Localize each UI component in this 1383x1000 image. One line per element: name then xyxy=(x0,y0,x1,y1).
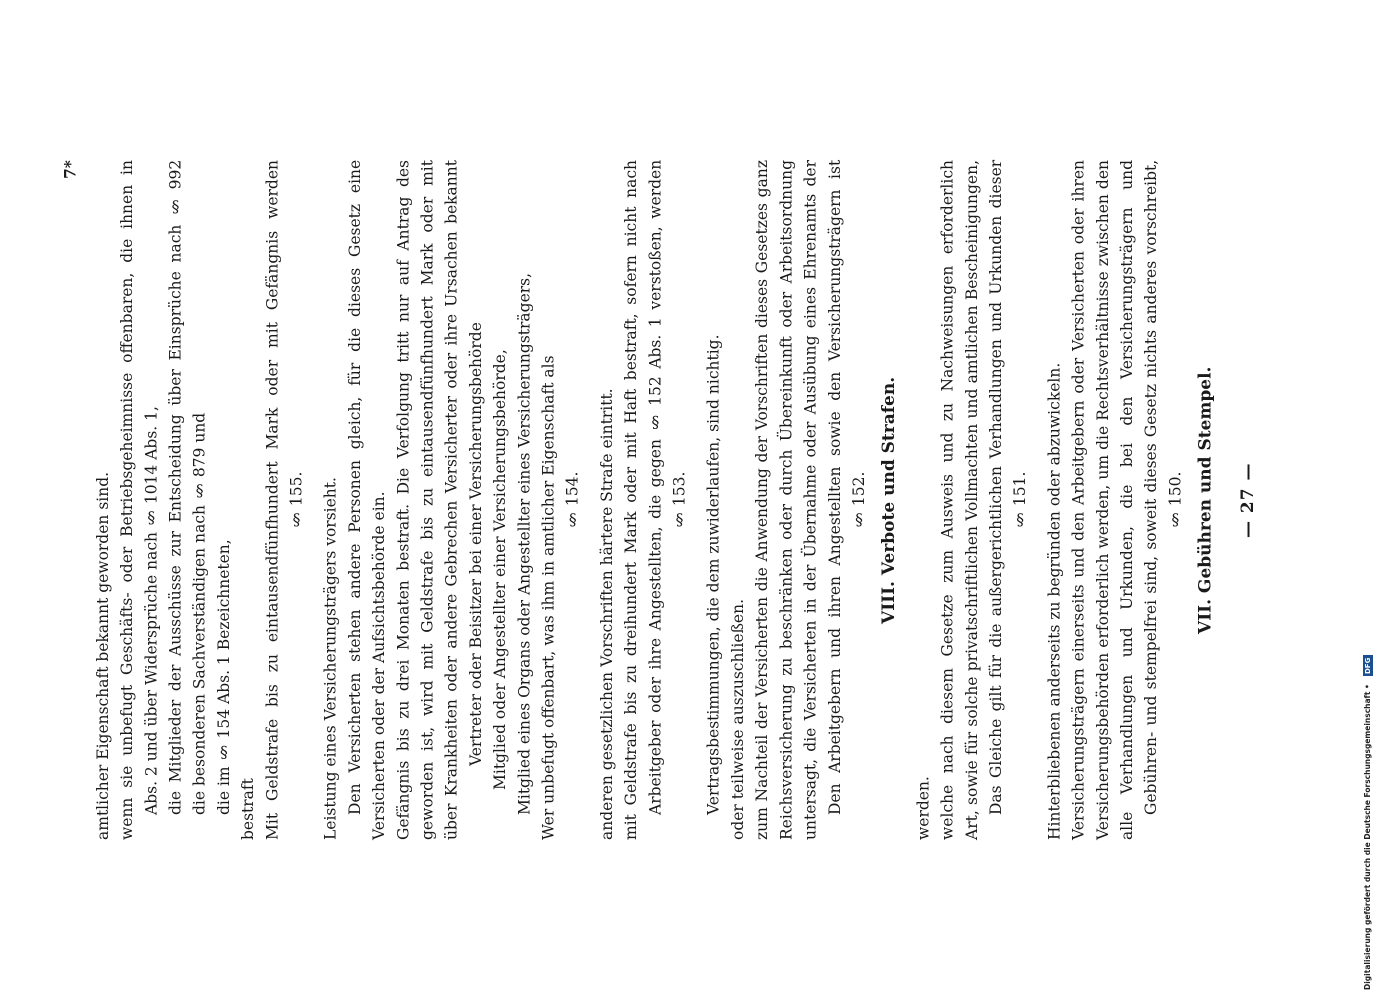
paragraph-number-150: § 150. xyxy=(1166,471,1185,529)
paragraph-154-item-1: Mitglied eines Organs oder Angestellter eines Versicherungsträgers, xyxy=(515,273,534,816)
paragraph-154-item-3: Vertreter oder Beisitzer bei einer Versicherungsbehörde xyxy=(466,321,485,766)
paragraph-155-item-3: die Mitglieder der Ausschüsse zur Entscheidung über Einsprüche nach § 992 Abs. 2 und über Widersprüche nach § 1014 Abs. 1, xyxy=(142,160,185,816)
paragraph-155-intro: Mit Geldstrafe bis zu eintausendfünfhundert Mark oder mit Gefängnis werden bestraft xyxy=(239,160,282,840)
paragraph-154-intro: Wer unbefugt offenbart, was ihm in amtlicher Eigenschaft als xyxy=(539,355,558,840)
credit-text: Digitalisierung gefördert durch die Deutsche Forschungsgemeinschaft • xyxy=(1363,684,1372,990)
paragraph-number-155: § 155. xyxy=(287,471,306,529)
paragraph-number-151: § 151. xyxy=(1011,471,1030,529)
paragraph-150-text: Gebühren- und stempelfrei sind, soweit dieses Gesetz nichts anderes vorschreibt, alle Verhandlungen und Urkunden, die bei den Versicherungsträgern und Versicherungsbehörden erforderlich werden, um die Rechtsverhältnisse zwischen den Versicherungsträgern einerseits und den Arbeitgebern oder Versicherten oder ihren Hinterbliebenen anderseits zu begründen oder abzuwickeln. xyxy=(1045,160,1161,840)
paragraph-153-text: Arbeitgeber oder ihre Angestellten, die gegen § 152 Abs. 1 verstoßen, werden mit Geldstrafe bis zu dreihundert Mark oder mit Haft bestraft, sofern nicht nach anderen gesetzlichen Vorschriften härtere Strafe eintritt. xyxy=(597,160,665,840)
paragraph-151-text: Das Gleiche gilt für die außergerichtlichen Verhandlungen und Urkunden dieser Art, sowie für solche privatschriftlichen Vollmachten und amtlichen Bescheinigungen, welche nach diesem Gesetze zum Ausweis und zu Nachweisungen erforderlich werden. xyxy=(914,160,1005,840)
paragraph-number-153: § 153. xyxy=(670,471,689,529)
dfg-logo: DFG xyxy=(1364,657,1372,674)
paragraph-152-contracts: Vertragsbestimmungen, die dem zuwiderlaufen, sind nichtig. xyxy=(704,334,723,816)
paragraph-155-body: wenn sie unbefugt Geschäfts- oder Betriebsgeheimnisse offenbaren, die ihnen in amtlicher Eigenschaft bekannt geworden sind. xyxy=(93,160,137,840)
signature-mark: 7* xyxy=(60,160,80,179)
paragraph-154-item-2: Mitglied oder Angestellter einer Versicherungsbehörde, xyxy=(491,349,510,791)
paragraph-154-other-persons: Den Versicherten stehen andere Personen gleich, für die dieses Gesetz eine Leistung eines Versicherungsträgers vorsieht. xyxy=(321,160,364,840)
paragraph-154-body: über Krankheiten oder andere Gebrechen Versicherter oder ihre Ursachen bekannt geworden ist, wird mit Geldstrafe bis zu eintausendfünfhundert Mark oder mit Gefängnis bis zu drei Monaten bestraft. Die Verfolgung tritt nur auf Antrag des Versicherten oder der Aufsichtsbehörde ein. xyxy=(370,160,461,840)
paragraph-152-text: Den Arbeitgebern und ihren Angestellten sowie den Versicherungsträgern ist untersagt, die Versicherten in der Übernahme oder Ausübung eines Ehrenamts der Reichsversicherung zu beschränken oder durch Übereinkunft oder Arbeitsordnung zum Nachteil der Versicherten die Anwendung der Vorschriften dieses Gesetzes ganz oder teilweise auszuschließen. xyxy=(728,160,844,840)
paragraph-number-154: § 154. xyxy=(563,471,582,529)
section-heading-vii: VII. Gebühren und Stempel. xyxy=(1195,366,1216,634)
page-number: — 27 — xyxy=(1237,462,1258,538)
paragraph-155-item-2: die besonderen Sachverständigen nach § 879 und xyxy=(190,412,209,816)
paragraph-number-152: § 152. xyxy=(849,471,868,529)
rotated-page-text xyxy=(60,160,1260,840)
section-heading-viii: VIII. Verbote und Strafen. xyxy=(879,376,900,624)
digitization-credit xyxy=(1363,10,1373,990)
paragraph-155-item-1: die im § 154 Abs. 1 Bezeichneten, xyxy=(214,539,233,816)
